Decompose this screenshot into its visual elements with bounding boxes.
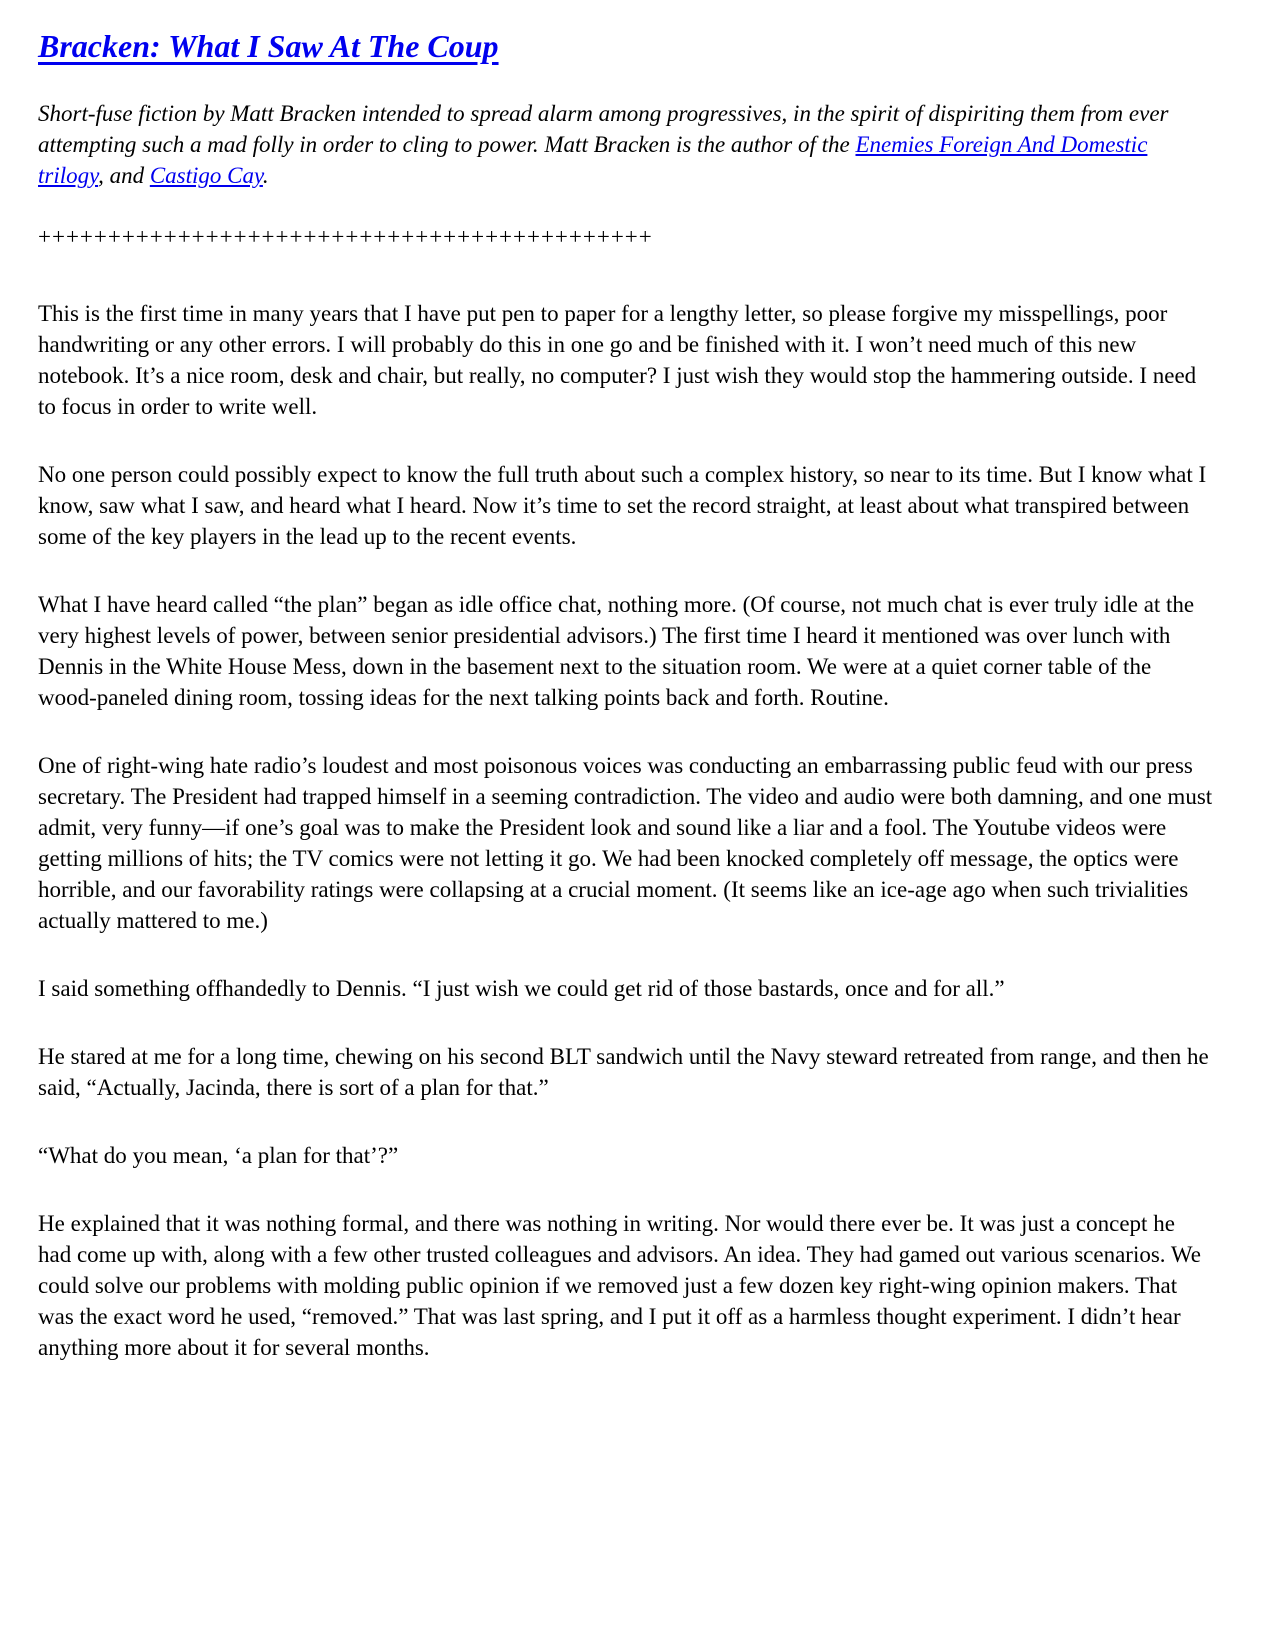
body-paragraph: He stared at me for a long time, chewing on his second BLT sandwich until the Navy steward retreated from range, and then he said, “Actually, Jacinda, there is sort of a plan for that.” [38, 1044, 1209, 1100]
intro-text-between-links: , and [98, 163, 150, 188]
body-paragraph: This is the first time in many years that I have put pen to paper for a lengthy letter, so please forgive my misspellings, poor handwriting or any other errors. I will probably do this in one go and be finished with it. I won’t need much of this new notebook. It’s a nice room, desk and chair, but really, no computer? I just wish they would stop the hammering outside. I need to focus in order to write well. [38, 301, 1197, 419]
body-paragraph: “What do you mean, ‘a plan for that’?” [38, 1143, 399, 1168]
article-title-link[interactable]: Bracken: What I Saw At The Coup [38, 28, 499, 64]
body-paragraph: I said something offhandedly to Dennis. “I just wish we could get rid of those bastards, once and for all.” [38, 976, 1005, 1001]
intro-text-after-link2: . [262, 163, 269, 188]
intro-paragraph [38, 98, 1213, 191]
plus-sign-separator: ++++++++++++++++++++++++++++++++++++++++++++ [38, 224, 653, 249]
link-enemies-foreign-and-domestic-trilogy[interactable]: Enemies Foreign And Domestic trilogy [38, 132, 1148, 188]
body-paragraph: He explained that it was nothing formal, and there was nothing in writing. Nor would there ever be. It was just a concept he had come up with, along with a few other trusted colleagues and advisors. An idea. They had gamed out various scenarios. We could solve our problems with molding public opinion if we removed just a few dozen key right-wing opinion makers. That was the exact word he used, “removed.” That was last spring, and I put it off as a harmless thought experiment. I didn’t hear anything more about it for several months. [38, 1211, 1201, 1360]
link-castigo-cay[interactable]: Castigo Cay [149, 163, 263, 188]
intro-text-before-link1: Short-fuse fiction by Matt Bracken intended to spread alarm among progressives, in the spirit of dispiriting them from ever attempting such a mad folly in order to cling to power. Matt Bracken is the author of the [38, 101, 1169, 157]
body-paragraph: What I have heard called “the plan” began as idle office chat, nothing more. (Of course, not much chat is ever truly idle at the very highest levels of power, between senior presidential advisors.) The first time I heard it mentioned was over lunch with Dennis in the White House Mess, down in the basement next to the situation room. We were at a quiet corner table of the wood-paneled dining room, tossing ideas for the next talking points back and forth. Routine. [38, 592, 1195, 710]
body-paragraph: One of right-wing hate radio’s loudest and most poisonous voices was conducting an embarrassing public feud with our press secretary. The President had trapped himself in a seeming contradiction. The video and audio were both damning, and one must admit, very funny—if one’s goal was to make the President look and sound like a liar and a fool. The Youtube videos were getting millions of hits; the TV comics were not letting it go. We had been knocked completely off message, the optics were horrible, and our favorability ratings were collapsing at a crucial moment. (It seems like an ice-age ago when such trivialities actually mattered to me.) [38, 753, 1213, 933]
article-body [38, 298, 1213, 1363]
body-paragraph: No one person could possibly expect to know the full truth about such a complex history, so near to its time. But I know what I know, saw what I saw, and heard what I heard. Now it’s time to set the record straight, at least about what transpired between some of the key players in the lead up to the recent events. [38, 462, 1207, 549]
